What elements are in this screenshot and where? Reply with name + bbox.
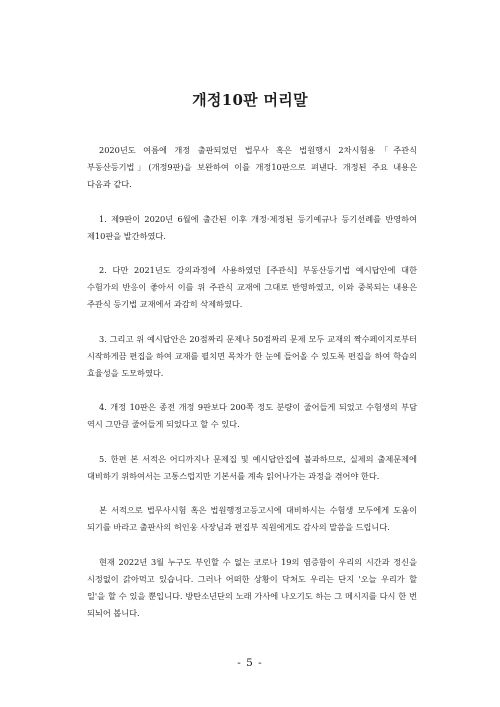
paragraph-item-4: 4. 개정 10판은 종전 개정 9판보다 200쪽 정도 분량이 줄어들게 되었고 수험생의 부담 역시 그만큼 줄어들게 되었다고 할 수 있다. bbox=[87, 402, 417, 429]
paragraph-intro: 2020년도 여름에 개정 출판되었던 법무사 혹은 법원행시 2차시험용「주관식 부동산등기법」(개정9판)을 보완하여 이를 개정10판으로 펴낸다. 개정된 주요 내용은 다음과 같다. bbox=[87, 145, 417, 189]
paragraph-item-5: 5. 한편 본 서적은 어디까지나 문제집 및 예시답안집에 불과하므로, 실제의 출제문제에 대비하기 위하여서는 고통스럽지만 기본서를 계속 읽어나가는 과정을 겪어야 한다. bbox=[87, 453, 417, 481]
paragraph-item-1: 1. 제9판이 2020년 6월에 출간된 이후 개정·제정된 등기예규나 등기선례를 반영하여 제10판을 발간하였다. bbox=[87, 213, 417, 241]
paragraph-acknowledgement: 본 서적으로 법무사시험 혹은 법원행정고등고시에 대비하시는 수험생 모두에게 도움이 되기를 바라고 출판사의 허인웅 사장님과 편집부 직원에게도 감사의 말씀을 드립니다. bbox=[87, 505, 417, 532]
paragraph-closing: 현재 2022년 3월 누구도 부인할 수 없는 코로나 19의 염증함이 우리의 시간과 정신을 시정없이 갉아먹고 있습니다. 그러나 어떠한 상황이 닥쳐도 우리는 단지 '오늘 우리가 할 일'을 할 수 있을 뿐입니다. 방탄소년단의 노래 가사에 나오기도 하는 그 메시지를 다시 한 번 되뇌어 봅니다. bbox=[87, 556, 417, 618]
preface-body bbox=[87, 142, 417, 639]
paragraph-item-3: 3. 그리고 위 예시답안은 20점짜리 문제나 50점짜리 문제 모두 교재의 짝수페이지로부터 시작하게끔 편집을 하여 교재를 펼치면 목차가 한 눈에 들어올 수 있도록 편집을 하여 학습의 효율성을 도모하였다. bbox=[87, 333, 417, 378]
page-number: - 5 - bbox=[237, 657, 263, 669]
page-title: 개정10판 머리말 bbox=[192, 91, 308, 109]
paragraph-item-2: 2. 다만 2021년도 강의과정에 사용하였던 [주관식] 부동산등기법 예시답안에 대한 수험가의 반응이 좋아서 이를 위 주관식 교재에 그대로 반영하였고, 이와 중복되는 내용은 주관식 등기법 교재에서 과감히 삭제하였다. bbox=[87, 265, 417, 309]
